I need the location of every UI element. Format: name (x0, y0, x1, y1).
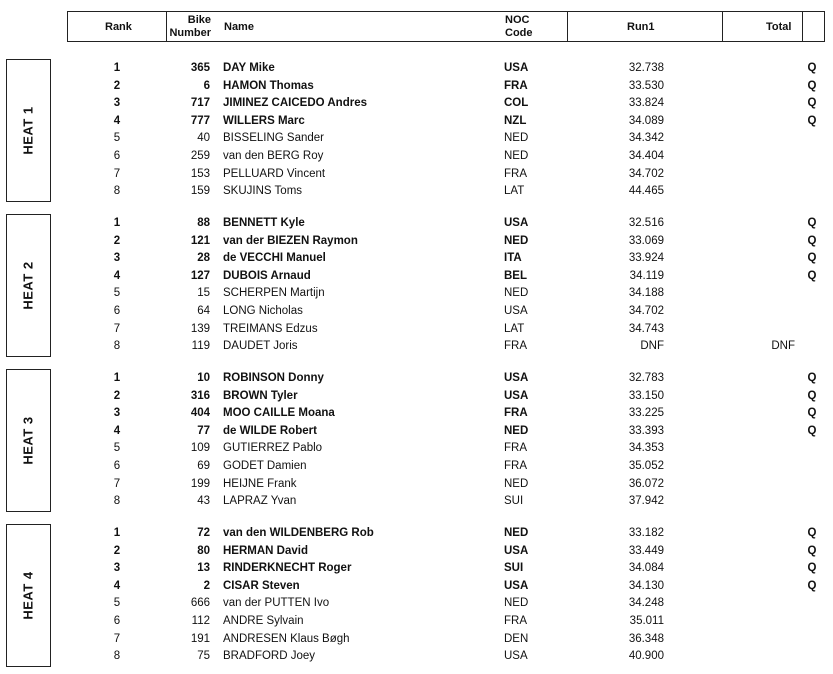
name-cell: ROBINSON Donny (223, 372, 324, 384)
name-cell: van den BERG Roy (223, 150, 324, 162)
qualified-flag: Q (807, 115, 817, 127)
qualified-flag: Q (807, 425, 817, 437)
rank-cell: 7 (113, 478, 121, 490)
noc-cell: SUI (504, 495, 524, 507)
noc-cell: NZL (504, 115, 527, 127)
rank-cell: 7 (113, 633, 121, 645)
run1-cell: 40.900 (628, 650, 664, 662)
result-row (0, 543, 833, 560)
header-run1: Run1 (627, 21, 655, 33)
rank-cell: 3 (113, 252, 121, 264)
rank-cell: 7 (113, 168, 121, 180)
bike-number-cell: 77 (197, 425, 210, 437)
run1-cell: 34.084 (628, 562, 664, 574)
name-cell: CISAR Steven (223, 580, 300, 592)
bike-number-cell: 159 (190, 185, 210, 197)
noc-cell: SUI (504, 562, 524, 574)
qualified-flag: Q (807, 562, 817, 574)
bike-number-cell: 13 (197, 562, 210, 574)
noc-cell: NED (504, 287, 529, 299)
bike-number-cell: 64 (197, 305, 210, 317)
bike-number-cell: 666 (190, 597, 210, 609)
name-cell: BRADFORD Joey (223, 650, 316, 662)
result-row (0, 303, 833, 320)
name-cell: PELLUARD Vincent (223, 168, 326, 180)
rank-cell: 8 (113, 495, 121, 507)
bike-number-cell: 40 (197, 132, 210, 144)
noc-cell: NED (504, 597, 529, 609)
noc-cell: USA (504, 390, 529, 402)
result-row (0, 215, 833, 232)
result-row (0, 613, 833, 630)
result-row (0, 78, 833, 95)
bike-number-cell: 127 (190, 270, 210, 282)
name-cell: DUBOIS Arnaud (223, 270, 311, 282)
run1-cell: 33.225 (628, 407, 664, 419)
noc-cell: FRA (504, 340, 527, 352)
bike-number-cell: 119 (191, 340, 210, 352)
result-row (0, 458, 833, 475)
run1-cell: 34.342 (628, 132, 664, 144)
noc-cell: NED (504, 132, 529, 144)
rank-cell: 2 (113, 390, 121, 402)
run1-cell: 35.011 (629, 615, 664, 627)
result-row (0, 233, 833, 250)
result-row (0, 440, 833, 457)
rank-cell: 8 (113, 185, 121, 197)
result-row (0, 285, 833, 302)
name-cell: van den WILDENBERG Rob (223, 527, 374, 539)
bike-number-cell: 121 (190, 235, 210, 247)
noc-cell: ITA (504, 252, 522, 264)
name-cell: van der BIEZEN Raymon (223, 235, 358, 247)
name-cell: WILLERS Marc (223, 115, 305, 127)
rank-cell: 6 (113, 305, 121, 317)
run1-cell: 32.783 (628, 372, 664, 384)
name-cell: TREIMANS Edzus (223, 323, 318, 335)
noc-cell: NED (504, 478, 529, 490)
bike-number-cell: 69 (197, 460, 210, 472)
noc-cell: NED (504, 235, 529, 247)
name-cell: MOO CAILLE Moana (223, 407, 335, 419)
name-cell: LONG Nicholas (223, 305, 303, 317)
run1-cell: 36.348 (628, 633, 664, 645)
name-cell: JIMINEZ CAICEDO Andres (223, 97, 367, 109)
result-row (0, 578, 833, 595)
name-cell: RINDERKNECHT Roger (223, 562, 352, 574)
bike-number-cell: 43 (197, 495, 210, 507)
result-row (0, 631, 833, 648)
run1-cell: 34.702 (628, 305, 664, 317)
rank-cell: 1 (113, 217, 121, 229)
rank-cell: 6 (113, 460, 121, 472)
result-row (0, 130, 833, 147)
bike-number-cell: 191 (190, 633, 210, 645)
bike-number-cell: 10 (197, 372, 210, 384)
run1-cell: 34.188 (628, 287, 664, 299)
bike-number-cell: 365 (190, 62, 210, 74)
bike-number-cell: 316 (190, 390, 210, 402)
qualified-flag: Q (807, 545, 817, 557)
run1-cell: 34.119 (629, 270, 664, 282)
bike-number-cell: 15 (197, 287, 210, 299)
heat-label: HEAT 3 (21, 416, 37, 465)
rank-cell: 1 (113, 372, 121, 384)
heat-label: HEAT 4 (21, 571, 37, 620)
rank-cell: 4 (113, 270, 121, 282)
bike-number-cell: 259 (190, 150, 210, 162)
name-cell: DAY Mike (223, 62, 275, 74)
noc-cell: COL (504, 97, 529, 109)
qualified-flag: Q (807, 270, 817, 282)
result-row (0, 405, 833, 422)
noc-cell: USA (504, 545, 529, 557)
noc-cell: LAT (504, 185, 525, 197)
header-bike-line2: Number (169, 27, 211, 39)
header-total: Total (766, 21, 792, 33)
name-cell: HERMAN David (223, 545, 308, 557)
name-cell: ANDRE Sylvain (223, 615, 304, 627)
run1-cell: 34.404 (628, 150, 664, 162)
noc-cell: NED (504, 527, 529, 539)
name-cell: HEIJNE Frank (223, 478, 297, 490)
bike-number-cell: 404 (190, 407, 210, 419)
heat-label: HEAT 2 (21, 261, 37, 310)
result-row (0, 338, 833, 355)
result-row (0, 525, 833, 542)
run1-cell: 37.942 (628, 495, 664, 507)
rank-cell: 5 (113, 287, 121, 299)
result-row (0, 183, 833, 200)
heat-label: HEAT 1 (21, 106, 37, 155)
noc-cell: BEL (504, 270, 527, 282)
name-cell: de WILDE Robert (223, 425, 317, 437)
bike-number-cell: 28 (197, 252, 210, 264)
name-cell: BISSELING Sander (223, 132, 324, 144)
rank-cell: 6 (113, 615, 121, 627)
bike-number-cell: 72 (197, 527, 210, 539)
noc-cell: NED (504, 425, 529, 437)
noc-cell: FRA (504, 460, 527, 472)
header-divider (802, 12, 803, 41)
result-row (0, 250, 833, 267)
run1-cell: DNF (640, 340, 664, 352)
name-cell: GUTIERREZ Pablo (223, 442, 323, 454)
bike-number-cell: 199 (190, 478, 210, 490)
bike-number-cell: 109 (190, 442, 210, 454)
bike-number-cell: 6 (203, 80, 210, 92)
rank-cell: 1 (113, 62, 121, 74)
qualified-flag: Q (807, 390, 817, 402)
noc-cell: DEN (504, 633, 529, 645)
rank-cell: 2 (113, 235, 121, 247)
run1-cell: 36.072 (628, 478, 664, 490)
name-cell: van der PUTTEN Ivo (223, 597, 330, 609)
result-row (0, 113, 833, 130)
qualified-flag: Q (807, 407, 817, 419)
total-cell: DNF (771, 340, 795, 352)
noc-cell: USA (504, 62, 529, 74)
run1-cell: 44.465 (628, 185, 664, 197)
header-divider (722, 12, 723, 41)
noc-cell: USA (504, 650, 528, 662)
noc-cell: FRA (504, 80, 528, 92)
qualified-flag: Q (807, 580, 817, 592)
bike-number-cell: 88 (197, 217, 210, 229)
rank-cell: 2 (113, 80, 121, 92)
header-bike-line1: Bike (187, 14, 211, 26)
result-row (0, 595, 833, 612)
bike-number-cell: 80 (197, 545, 210, 557)
result-row (0, 268, 833, 285)
run1-cell: 33.924 (628, 252, 664, 264)
result-row (0, 148, 833, 165)
header-noc-line2: Code (505, 27, 533, 39)
run1-cell: 34.248 (628, 597, 664, 609)
header-divider (567, 12, 568, 41)
qualified-flag: Q (807, 527, 817, 539)
result-row (0, 166, 833, 183)
rank-cell: 5 (113, 597, 121, 609)
bike-number-cell: 153 (190, 168, 210, 180)
rank-cell: 7 (113, 323, 121, 335)
rank-cell: 6 (113, 150, 121, 162)
rank-cell: 4 (113, 580, 121, 592)
name-cell: de VECCHI Manuel (223, 252, 326, 264)
name-cell: SCHERPEN Martijn (223, 287, 325, 299)
rank-cell: 2 (113, 545, 121, 557)
result-row (0, 370, 833, 387)
result-row (0, 60, 833, 77)
qualified-flag: Q (807, 62, 817, 74)
noc-cell: NED (504, 150, 529, 162)
noc-cell: USA (504, 580, 529, 592)
name-cell: ANDRESEN Klaus Bøgh (223, 633, 350, 645)
run1-cell: 33.182 (628, 527, 664, 539)
noc-cell: USA (504, 372, 529, 384)
name-cell: SKUJINS Toms (223, 185, 303, 197)
run1-cell: 33.449 (628, 545, 664, 557)
bike-number-cell: 112 (191, 615, 210, 627)
run1-cell: 34.089 (628, 115, 664, 127)
result-row (0, 560, 833, 577)
rank-cell: 1 (113, 527, 121, 539)
rank-cell: 3 (113, 562, 121, 574)
rank-cell: 4 (113, 115, 121, 127)
run1-cell: 33.824 (628, 97, 664, 109)
header-noc-line1: NOC (505, 14, 530, 26)
run1-cell: 34.353 (628, 442, 664, 454)
run1-cell: 35.052 (628, 460, 664, 472)
run1-cell: 32.516 (628, 217, 664, 229)
name-cell: LAPRAZ Yvan (223, 495, 297, 507)
header-rank: Rank (105, 21, 132, 33)
run1-cell: 34.743 (628, 323, 664, 335)
noc-cell: USA (504, 217, 529, 229)
results-header (67, 11, 825, 42)
bike-number-cell: 2 (203, 580, 210, 592)
bike-number-cell: 139 (190, 323, 210, 335)
noc-cell: USA (504, 305, 528, 317)
run1-cell: 33.530 (628, 80, 664, 92)
bike-number-cell: 75 (197, 650, 210, 662)
run1-cell: 33.150 (628, 390, 664, 402)
rank-cell: 8 (113, 340, 121, 352)
rank-cell: 5 (113, 132, 121, 144)
name-cell: GODET Damien (223, 460, 307, 472)
bike-number-cell: 717 (190, 97, 210, 109)
result-row (0, 321, 833, 338)
rank-cell: 5 (113, 442, 121, 454)
rank-cell: 4 (113, 425, 121, 437)
result-row (0, 648, 833, 665)
noc-cell: FRA (504, 442, 527, 454)
qualified-flag: Q (807, 235, 817, 247)
result-row (0, 388, 833, 405)
run1-cell: 32.738 (628, 62, 664, 74)
qualified-flag: Q (807, 97, 817, 109)
qualified-flag: Q (807, 80, 817, 92)
noc-cell: FRA (504, 168, 527, 180)
run1-cell: 33.069 (628, 235, 664, 247)
result-row (0, 423, 833, 440)
bike-number-cell: 777 (190, 115, 210, 127)
name-cell: HAMON Thomas (223, 80, 314, 92)
noc-cell: FRA (504, 407, 528, 419)
rank-cell: 3 (113, 97, 121, 109)
qualified-flag: Q (807, 372, 817, 384)
rank-cell: 3 (113, 407, 121, 419)
result-row (0, 476, 833, 493)
name-cell: BROWN Tyler (223, 390, 298, 402)
name-cell: DAUDET Joris (223, 340, 298, 352)
run1-cell: 34.702 (628, 168, 664, 180)
noc-cell: FRA (504, 615, 527, 627)
noc-cell: LAT (504, 323, 525, 335)
header-name: Name (224, 21, 254, 33)
result-row (0, 493, 833, 510)
name-cell: BENNETT Kyle (223, 217, 305, 229)
run1-cell: 33.393 (628, 425, 664, 437)
result-row (0, 95, 833, 112)
run1-cell: 34.130 (628, 580, 664, 592)
qualified-flag: Q (807, 252, 817, 264)
rank-cell: 8 (113, 650, 121, 662)
qualified-flag: Q (807, 217, 817, 229)
